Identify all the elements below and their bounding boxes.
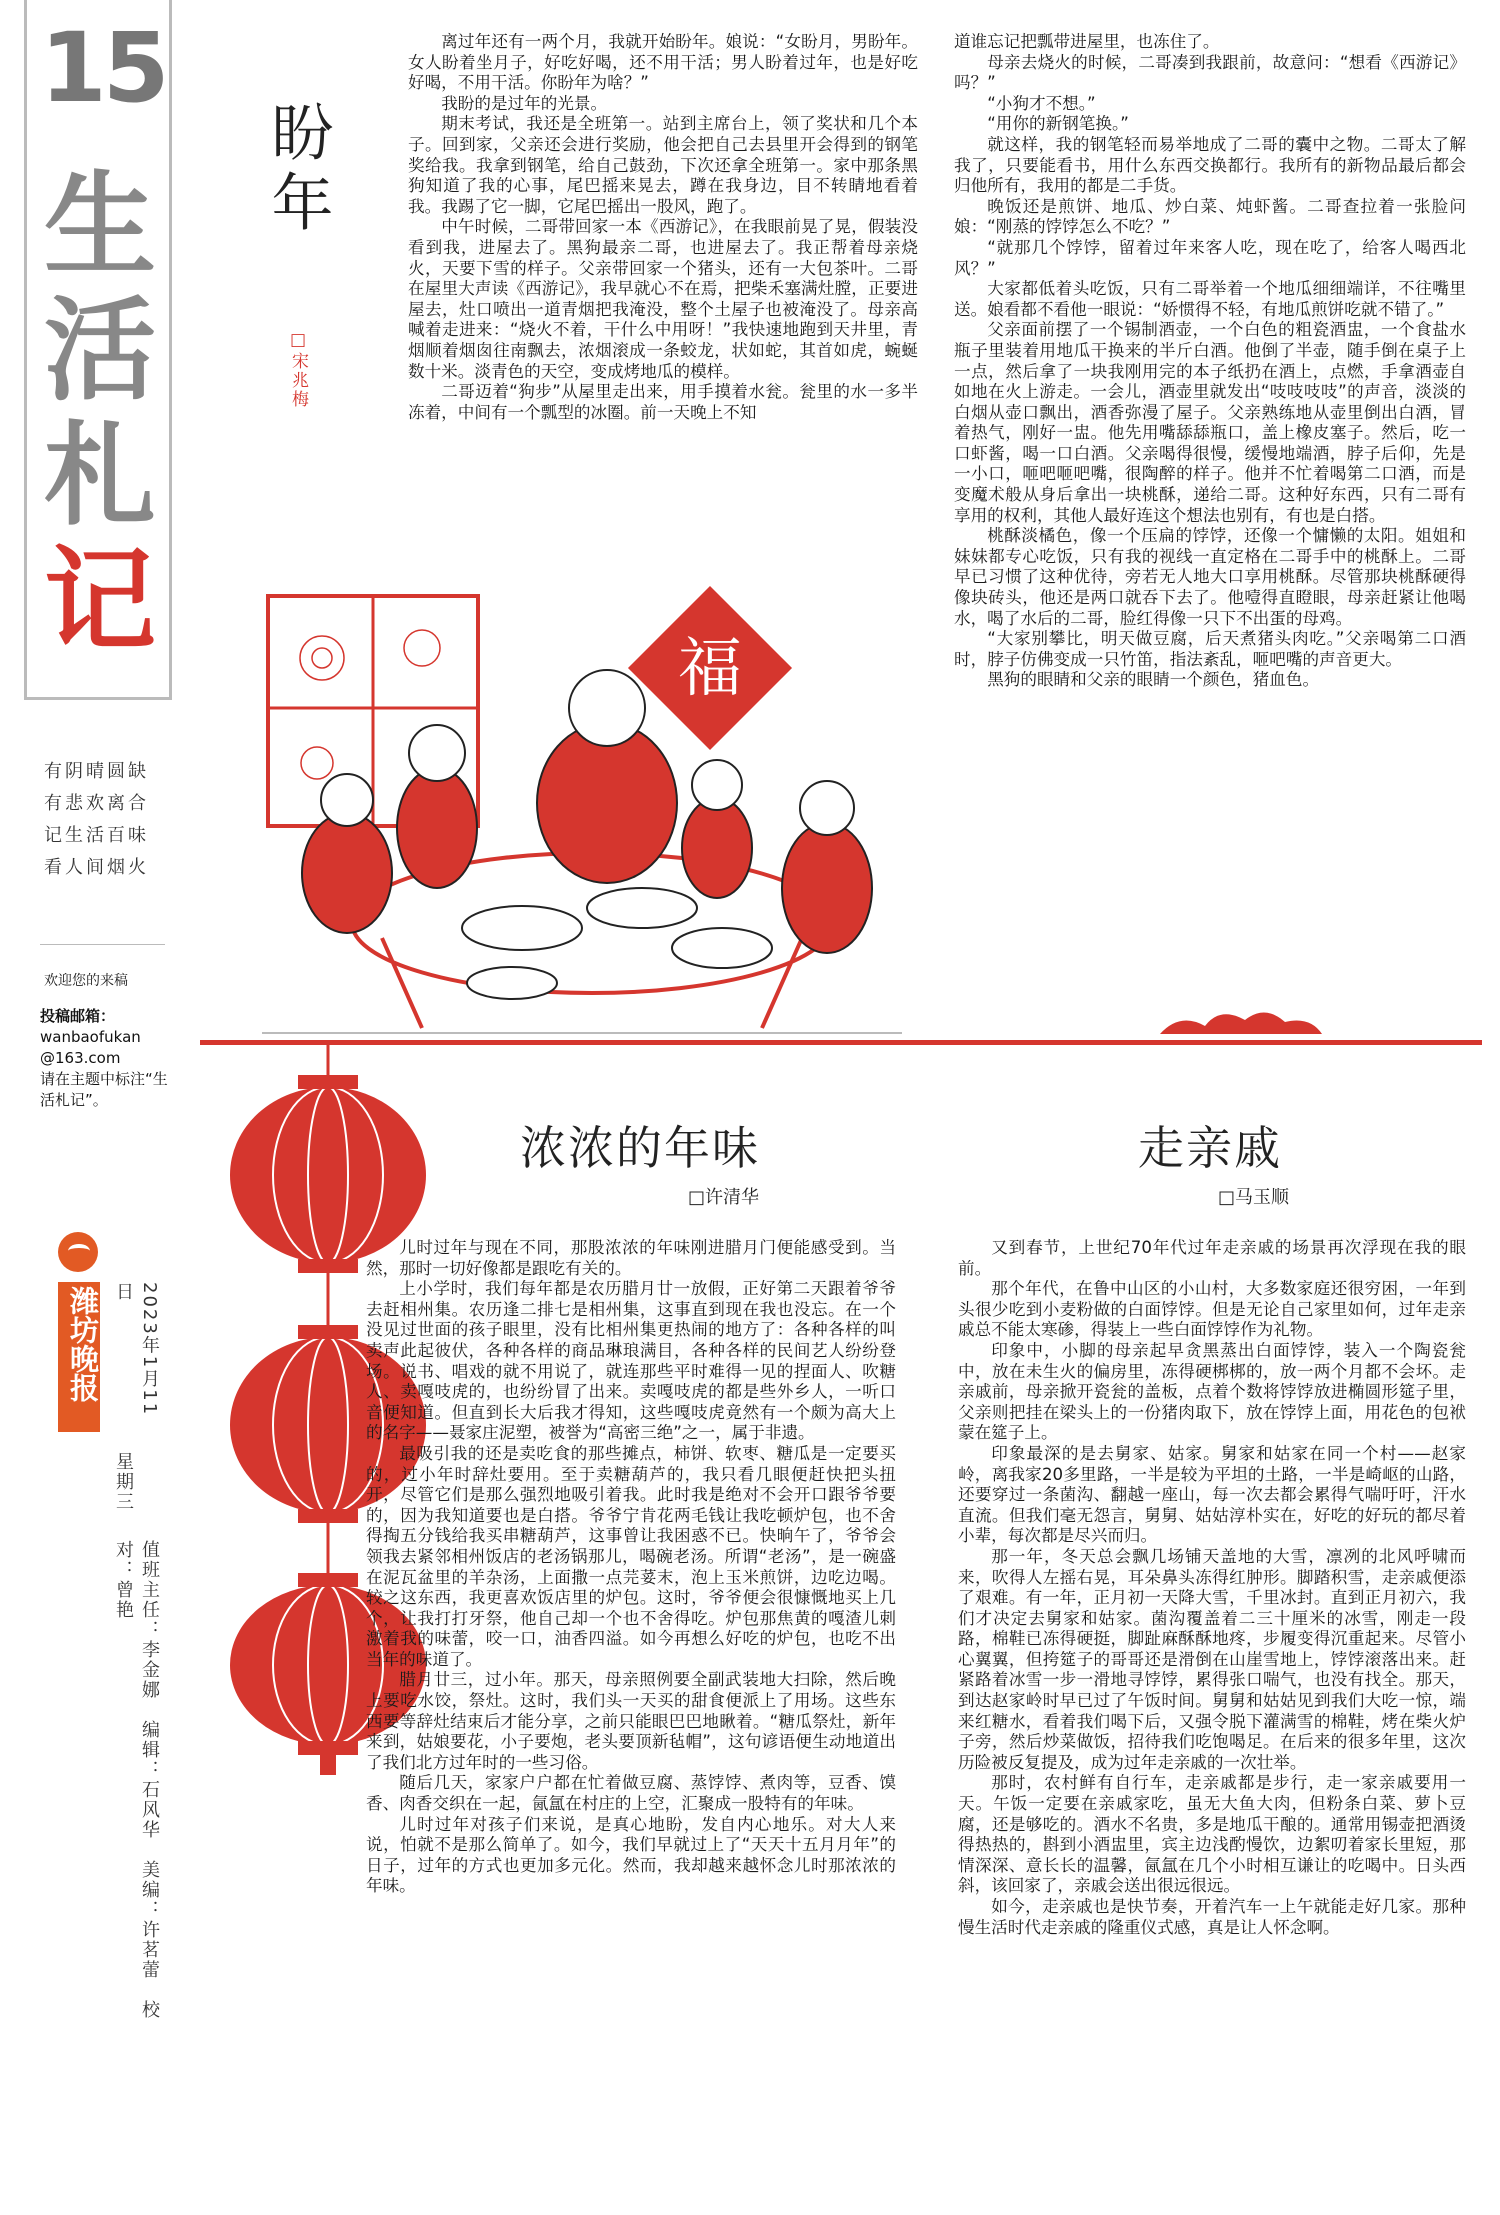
paragraph: 又到春节，上世纪70年代过年走亲戚的场景再次浮现在我的眼前。 [958, 1238, 1466, 1278]
newspaper-logo-icon [58, 1232, 98, 1272]
article-body [958, 1238, 1466, 2200]
paragraph: 大家都低着头吃饭，只有二哥举着一个地瓜细细端详，不往嘴里送。娘看都不看他一眼说：“娇惯得不轻，有地瓜煎饼吃就不错了。” [954, 279, 1466, 319]
paragraph: 就这样，我的钢笔轻而易举地成了二哥的囊中之物。二哥太了解我了，只要能看书，用什么东西交换都行。我所有的新物品最后都会归他所有，我用的都是二手货。 [954, 134, 1466, 196]
article-author: □宋兆梅 [288, 330, 308, 409]
article-title: 走亲戚 [1138, 1121, 1282, 1175]
paragraph: 二哥迈着“狗步”从屋里走出来，用手摸着水瓮。瓮里的水一多半冻着，中间有一个瓢型的冰圈。前一天晚上不知 [408, 382, 918, 422]
paragraph: 晚饭还是煎饼、地瓜、炒白菜、炖虾酱。二哥查拉着一张脸问娘：“刚蒸的饽饽怎么不吃？” [954, 196, 1466, 237]
paragraph: 父亲面前摆了一个锡制酒壶，一个白色的粗瓷酒盅，一个食盐水瓶子里装着用地瓜干换来的半斤白酒。他倒了半壶，随手倒在桌子上一点，然后拿了一块我刚用完的本子纸扔在酒上，点燃，手拿酒壶自如地在火上游走。一会儿，酒壶里就发出“吱吱吱吱”的声音，淡淡的白烟从壶口飘出，酒香弥漫了屋子。父亲熟练地从壶里倒出白酒，冒着热气，刚好一盅。他先用嘴舔舔瓶口，盖上橡皮塞子。然后，吃一口虾酱，喝一口白酒。父亲喝得很慢，缓慢地端酒，脖子后仰，先是一小口，咂吧咂吧嘴，很陶醉的样子。他并不忙着喝第二口酒，而是变魔术般从身后拿出一块桃酥，递给二哥。这种好东西，只有二哥有享用的权利，其他人最好连这个想法也别有，有也是白搭。 [954, 320, 1466, 525]
email-line-2[interactable]: @163.com [40, 1049, 121, 1067]
motto-line: 记生活百味 [44, 825, 149, 846]
column-title-char-1: 生 [44, 161, 156, 291]
column-title-char-2: 活 [44, 286, 156, 416]
paragraph: 母亲去烧火的时候，二哥凑到我跟前，故意问：“想看《西游记》吗？” [954, 52, 1466, 93]
article-body-column [408, 32, 918, 552]
article-author: □许清华 [688, 1187, 760, 1208]
paragraph: 最吸引我的还是卖吃食的那些摊点，柿饼、软枣、糖瓜是一定要买的，过小年时辞灶要用。至于卖糖葫芦的，我只看几眼便赶快把头扭开，尽管它们是那么强烈地吸引着我。此时我是绝对不会开口跟爷爷要的，因为我知道要也是白搭。爷爷宁肯花两毛钱让我吃顿炉包，也不舍得掏五分钱给我买串糖葫芦，这事曾让我困惑不已。快晌午了，爷爷会领我去紧邻相州饭店的老汤锅那儿，喝碗老汤。所谓“老汤”，是一碗盛在泥瓦盆里的羊杂汤，上面撒一点芫荽末，泡上玉米煎饼，边吃边喝。较之这东西，我更喜欢饭店里的炉包。这时，爷爷便会很慷慨地买上几个，让我打打牙祭，他自己却一个也不舍得吃。炉包那焦黄的嘎渣儿刺激着我的味蕾，咬一口，油香四溢。如今再想么好吃的炉包，也吃不出当年的味道了。 [366, 1443, 896, 1669]
newspaper-name-box [58, 1282, 100, 1432]
paragraph: 黑狗的眼睛和父亲的眼睛一个颜色，猪血色。 [987, 670, 1320, 690]
paragraph: “就那几个饽饽，留着过年来客人吃，现在吃了，给客人喝西北风？” [954, 237, 1466, 278]
paragraph: 那时，农村鲜有自行车，走亲戚都是步行，走一家亲戚要用一天。午饭一定要在亲戚家吃，虽无大鱼大肉，但粉条白菜、萝卜豆腐，还是够吃的。酒水不名贵，多是地瓜干酿的。通常用锡壶把酒烫得热热的，斟到小酒盅里，宾主边浅酌慢饮，边絮叨着家长里短，那情深深、意长长的温馨，氤氲在几个小时相互谦让的吃喝中。日头西斜，该回家了，亲戚会送出很远很远。 [958, 1773, 1466, 1896]
paragraph: “小狗才不想。” [987, 93, 1096, 113]
paragraph: 那个年代，在鲁中山区的小山村，大多数家庭还很穷困，一年到头很少吃到小麦粉做的白面饽饽。但是无论自己家里如何，过年走亲戚总不能太寒碜，得装上一些白面饽饽作为礼物。 [958, 1279, 1466, 1340]
paragraph: 中午时候，二哥带回家一本《西游记》，在我眼前晃了晃，假装没看到我，进屋去了。黑狗最亲二哥，也进屋去了。我正帮着母亲烧火，天要下雪的样子。父亲带回家一个猪头，还有一大包茶叶。二哥在屋里大声读《西游记》，我早就心不在焉，把柴禾塞满灶膛，正要进屋去，灶口喷出一道青烟把我淹没，整个土屋子也被淹没了。母亲高喊着走进来：“烧火不着，干什么中用呀！”我快速地跑到天井里，青烟顺着烟囱往南飘去，浓烟滚成一条蛟龙，状如蛇，其首如虎，蜿蜒数十米。淡青色的天空，变成烤地瓜的模样。 [408, 217, 918, 381]
welcome-text: 欢迎您的来稿 [44, 973, 128, 989]
submission-note: 请在主题中标注“生活札记”。 [40, 1070, 168, 1109]
divider [262, 1032, 902, 1034]
paragraph: 上小学时，我们每年都是农历腊月廿一放假，正好第二天跟着爷爷去赶相州集。农历逢二排七是相州集，这事直到现在我也没忘。在一个没见过世面的孩子眼里，没有比相州集更热闹的地方了：各种各样的叫卖声此起彼伏，各种各样的商品琳琅满目，各种各样的民间艺人纷纷登场。说书、唱戏的就不用说了，就连那些平时难得一见的捏面人、吹糖人、卖嘎吱虎的，也纷纷冒了出来。卖嘎吱虎的都是些外乡人，一听口音便知道。但直到长大后我才得知，这些嘎吱虎竟然有一个颇为高大上的名字——聂家庄泥塑，被誉为“高密三绝”之一，属于非遗。 [366, 1279, 896, 1443]
paragraph: 儿时过年对孩子们来说，是真心地盼，发自内心地乐。对大人来说，怕就不是那么简单了。如今，我们早就过上了“天天十五月月年”的日子，过年的方式也更加多元化。然而，我却越来越怀念儿时那浓浓的年味。 [366, 1814, 896, 1896]
fu-character: 福 [678, 632, 742, 706]
column-title-char-4: 记 [44, 536, 156, 666]
paragraph: 随后几天，家家户户都在忙着做豆腐、蒸饽饽、煮肉等，豆香、馍香、肉香交织在一起，氤氲在村庄的上空，汇聚成一股特有的年味。 [366, 1773, 896, 1814]
staff-credits: 值班主任：李金娜 编辑：石风华 美编：许茗蕾 校对：曾艳 [113, 1540, 160, 2020]
article-title: 浓浓的年味 [520, 1121, 760, 1175]
paragraph: 那一年，冬天总会飘几场铺天盖地的大雪，凛冽的北风呼啸而来，吹得人左摇右晃，耳朵鼻头冻得红肿形。脚踏积雪，走亲戚便添了艰难。有一年，正月初一天降大雪，千里冰封。直到正月初六，我们才决定去舅家和姑家。菌沟覆盖着二三十厘米的冰雪，刚走一段路，棉鞋已冻得硬挺，脚趾麻酥酥地疼，步履变得沉重起来。尽管小心翼翼，但挎筵子的哥哥还是滑倒在山崖雪地上，饽饽滚落出来。赶紧路着冰雪一步一滑地寻饽饽，累得张口喘气，也没有找全。那天，到达赵家岭时早已过了午饭时间。舅舅和姑姑见到我们大吃一惊，端来红糖水，看着我们喝下后，又强令脱下灌满雪的棉鞋，烤在柴火炉子旁，然后炒菜做饭，招待我们吃饱喝足。在后来的很多年里，这次历险被反复提及，成为过年走亲戚的一次壮举。 [958, 1546, 1466, 1772]
paragraph: “用你的新钢笔换。” [987, 114, 1129, 134]
email-line-1[interactable]: wanbaofukan [40, 1028, 141, 1046]
paragraph: 腊月廿三，过小年。那天，母亲照例要全副武装地大扫除，然后晚上要吃水饺，祭灶。这时，我们头一天买的甜食便派上了用场。这些东西要等辞灶结束后才能分享，之前只能眼巴巴地瞅着。“糖瓜祭灶，新年来到，姑娘要花，小子要炮，老头要顶新毡帽”，这句谚语便生动地道出了我们北方过年时的一些习俗。 [366, 1670, 896, 1772]
paragraph: 期末考试，我还是全班第一。站到主席台上，领了奖状和几个本子。回到家，父亲还会进行奖励，他会把自己去县里开会得到的钢笔奖给我。我拿到钢笔，给自己鼓劲，下次还拿全班第一。家中那条黑狗知道了我的心事，尾巴摇来晃去，蹲在我身边，目不转睛地看着我。我踢了它一脚，它尾巴摇出一股风，跑了。 [408, 114, 918, 216]
paragraph: 儿时过年与现在不同，那股浓浓的年味刚进腊月门便能感受到。当然，那时一切好像都是跟吃有关的。 [366, 1238, 896, 1278]
issue-date: 2023年1月11日 [113, 1282, 160, 1417]
column-motto [44, 756, 164, 884]
paragraph: 桃酥淡橘色，像一个压扁的饽饽，还像一个慵懒的太阳。姐姐和妹妹都专心吃饭，只有我的视线一直定格在二哥手中的桃酥上。二哥早已习惯了这种优待，旁若无人地大口享用桃酥。尽管那块桃酥硬得像块砖头，他还是两口就吞下去了。他噎得直瞪眼，母亲赶紧让他喝水，喝了水后的二哥，脸红得像一只下不出蛋的母鸡。 [954, 526, 1466, 628]
paragraph: 如今，走亲戚也是快节奏，开着汽车一上午就能走好几家。那种慢生活时代走亲戚的隆重仪式感，真是让人怀念啊。 [958, 1897, 1466, 1937]
paragraph: 印象最深的是去舅家、姑家。舅家和姑家在同一个村——赵家岭，离我家20多里路，一半是较为平坦的土路，一半是崎岖的山路，还要穿过一条菌沟、翻越一座山，每一次去都会累得气喘吁吁，汗水直流。但我们毫无怨言，舅舅、姑姑淳朴实在，好吃的好玩的都尽着小辈，每次都是尽兴而归。 [958, 1443, 1466, 1546]
paragraph: 印象中，小脚的母亲起早贪黑蒸出白面饽饽，装入一个陶瓷瓮中，放在未生火的偏房里，冻得硬梆梆的，放一两个月都不会坏。走亲戚前，母亲掀开瓷瓮的盖板，点着个数将饽饽放进椭圆形筵子里，父亲则把挂在梁头上的一份猪肉取下，放在饽饽上面，用花色的包袱蒙在筵子上。 [958, 1340, 1466, 1443]
article-body [366, 1238, 896, 2200]
divider [40, 944, 165, 945]
motto-line: 有阴晴圆缺 [44, 761, 149, 782]
article-title: 盼年 [261, 100, 334, 240]
motto-line: 有悲欢离合 [44, 793, 149, 814]
column-title-char-3: 札 [44, 411, 156, 541]
page-number: 15 [40, 12, 166, 124]
family-dinner-illustration [262, 578, 902, 1033]
article-body-column [954, 32, 1466, 932]
article-author: □马玉顺 [1218, 1187, 1290, 1208]
motto-line: 看人间烟火 [44, 857, 149, 878]
newspaper-name: 潍坊晚报 [66, 1286, 100, 1402]
submission-label: 投稿邮箱： [40, 1007, 116, 1025]
issue-weekday: 星期三 [113, 1452, 134, 1512]
paragraph: 离过年还有一两个月，我就开始盼年。娘说：“女盼月，男盼年。女人盼着坐月子，好吃好喝，还不用干活；男人盼着过年，也是好吃好喝，不用干活。你盼年为啥？” [408, 32, 918, 93]
paragraph: 我盼的是过年的光景。 [441, 93, 608, 113]
paragraph: 道谁忘记把瓢带进屋里，也冻住了。 [954, 32, 1220, 51]
cloud-ornament-icon [1150, 1002, 1330, 1042]
paragraph: “大家别攀比，明天做豆腐，后天煮猪头肉吃。”父亲喝第二口酒时，脖子仿佛变成一只竹笛，指法紊乱，咂吧嘴的声音更大。 [954, 629, 1466, 669]
submission-info [40, 1006, 170, 1111]
